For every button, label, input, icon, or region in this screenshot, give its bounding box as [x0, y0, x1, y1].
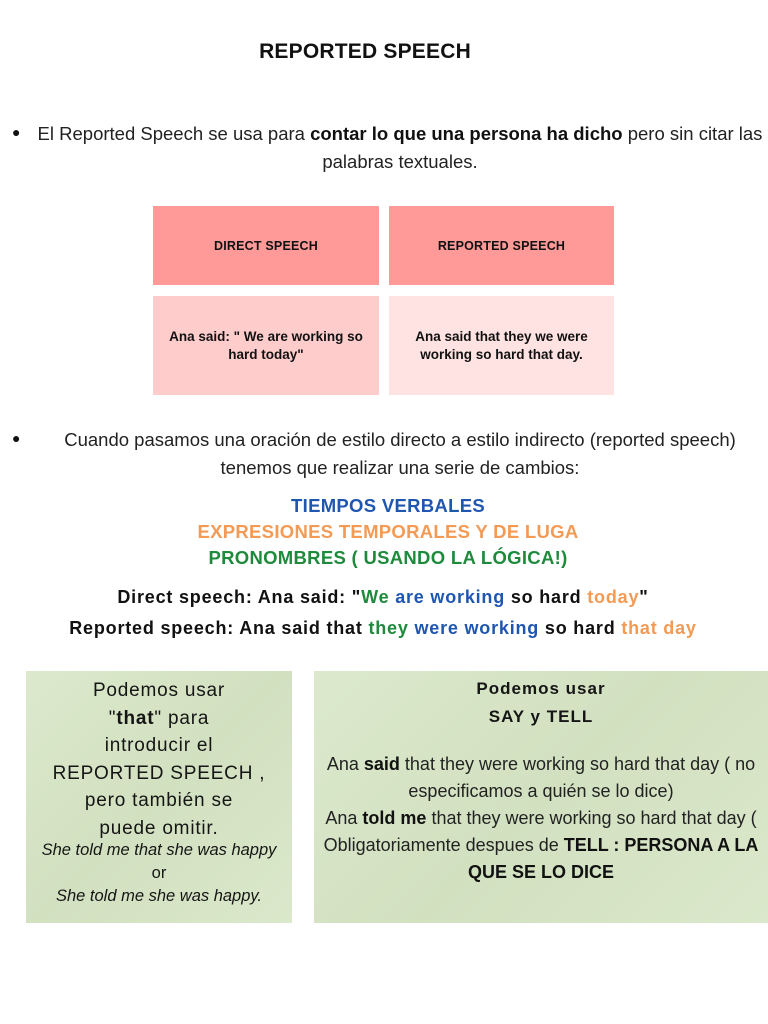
bullet-dot: ● — [12, 430, 21, 446]
example-reported-speech — [0, 618, 767, 639]
say-pre: Ana — [326, 754, 364, 774]
table-header-reported: REPORTED SPEECH — [389, 206, 614, 285]
tell-pre: Ana — [325, 808, 363, 828]
example-direct-speech — [0, 587, 767, 608]
definition-pre: El Reported Speech se usa para — [37, 123, 311, 144]
concept-pronouns: PRONOMBRES ( USANDO LA LÓGICA!) — [208, 547, 568, 568]
example-reported-time: that day — [621, 618, 697, 638]
that-line-6: puede omitir. — [99, 817, 219, 839]
example-reported-prefix: Reported speech: Ana said that — [69, 618, 369, 638]
that-line-1: Podemos usar — [92, 680, 226, 701]
that-line-4: REPORTED SPEECH , — [52, 762, 266, 784]
say-tell-heading-1: Podemos usar — [476, 679, 606, 698]
say-tell-box — [314, 671, 768, 923]
page-title: REPORTED SPEECH — [259, 40, 471, 63]
example-reported-middle: so hard — [539, 618, 622, 638]
example-reported-pronoun: they — [368, 618, 409, 638]
say-tell-body — [314, 751, 768, 886]
example-direct-middle: so hard — [505, 587, 588, 607]
concept-verb-tenses: TIEMPOS VERBALES — [291, 495, 485, 516]
example-direct-verb: are working — [389, 587, 506, 607]
say-bold: said — [363, 754, 400, 774]
that-line-5: pero también se — [84, 790, 234, 811]
concept-time-expressions: EXPRESIONES TEMPORALES Y DE LUGA — [197, 521, 579, 542]
tell-paragraph — [320, 805, 762, 886]
example-direct-time: today — [587, 587, 640, 607]
that-example-2: She told me she was happy. — [55, 887, 263, 905]
definition-post: pero sin citar las palabras textuales. — [322, 123, 763, 172]
example-direct-suffix: " — [639, 587, 649, 607]
table-header-direct: DIRECT SPEECH — [153, 206, 379, 285]
table-cell-direct: Ana said: " We are working so hard today" — [153, 296, 379, 395]
that-usage-box — [26, 671, 292, 923]
tell-post: that they were working so hard that day ( Obligatoriamente despues de — [323, 808, 757, 855]
example-direct-prefix: Direct speech: Ana said: " — [117, 587, 362, 607]
say-post: that they were working so hard that day ( no especificamos a quién se lo dice) — [399, 754, 756, 801]
quote-open: " — [108, 707, 117, 729]
that-usage-text — [26, 677, 292, 842]
that-line-3: introducir el — [104, 735, 214, 756]
definition-text — [36, 120, 764, 176]
example-reported-verb: were working — [408, 618, 540, 638]
tell-bold: told me — [362, 808, 427, 828]
quote-close: " para — [154, 707, 210, 729]
that-example-or: or — [151, 864, 167, 882]
bullet-dot: ● — [12, 124, 21, 140]
example-direct-pronoun: We — [361, 587, 390, 607]
that-word: that — [116, 707, 155, 729]
definition-bold: contar lo que una persona ha dicho — [310, 123, 623, 144]
that-example-1: She told me that she was happy — [41, 841, 277, 859]
say-tell-heading-2: SAY y TELL — [488, 707, 594, 726]
tell-rule-bold: TELL : PERSONA A LA QUE SE LO DICE — [467, 835, 759, 882]
table-cell-reported: Ana said that they we were working so hard that day. — [389, 296, 614, 395]
that-line-2 — [38, 705, 280, 733]
say-paragraph — [320, 751, 762, 805]
changes-text: Cuando pasamos una oración de estilo directo a estilo indirecto (reported speech) tenemos que realizar una serie de cambios: — [64, 429, 736, 478]
